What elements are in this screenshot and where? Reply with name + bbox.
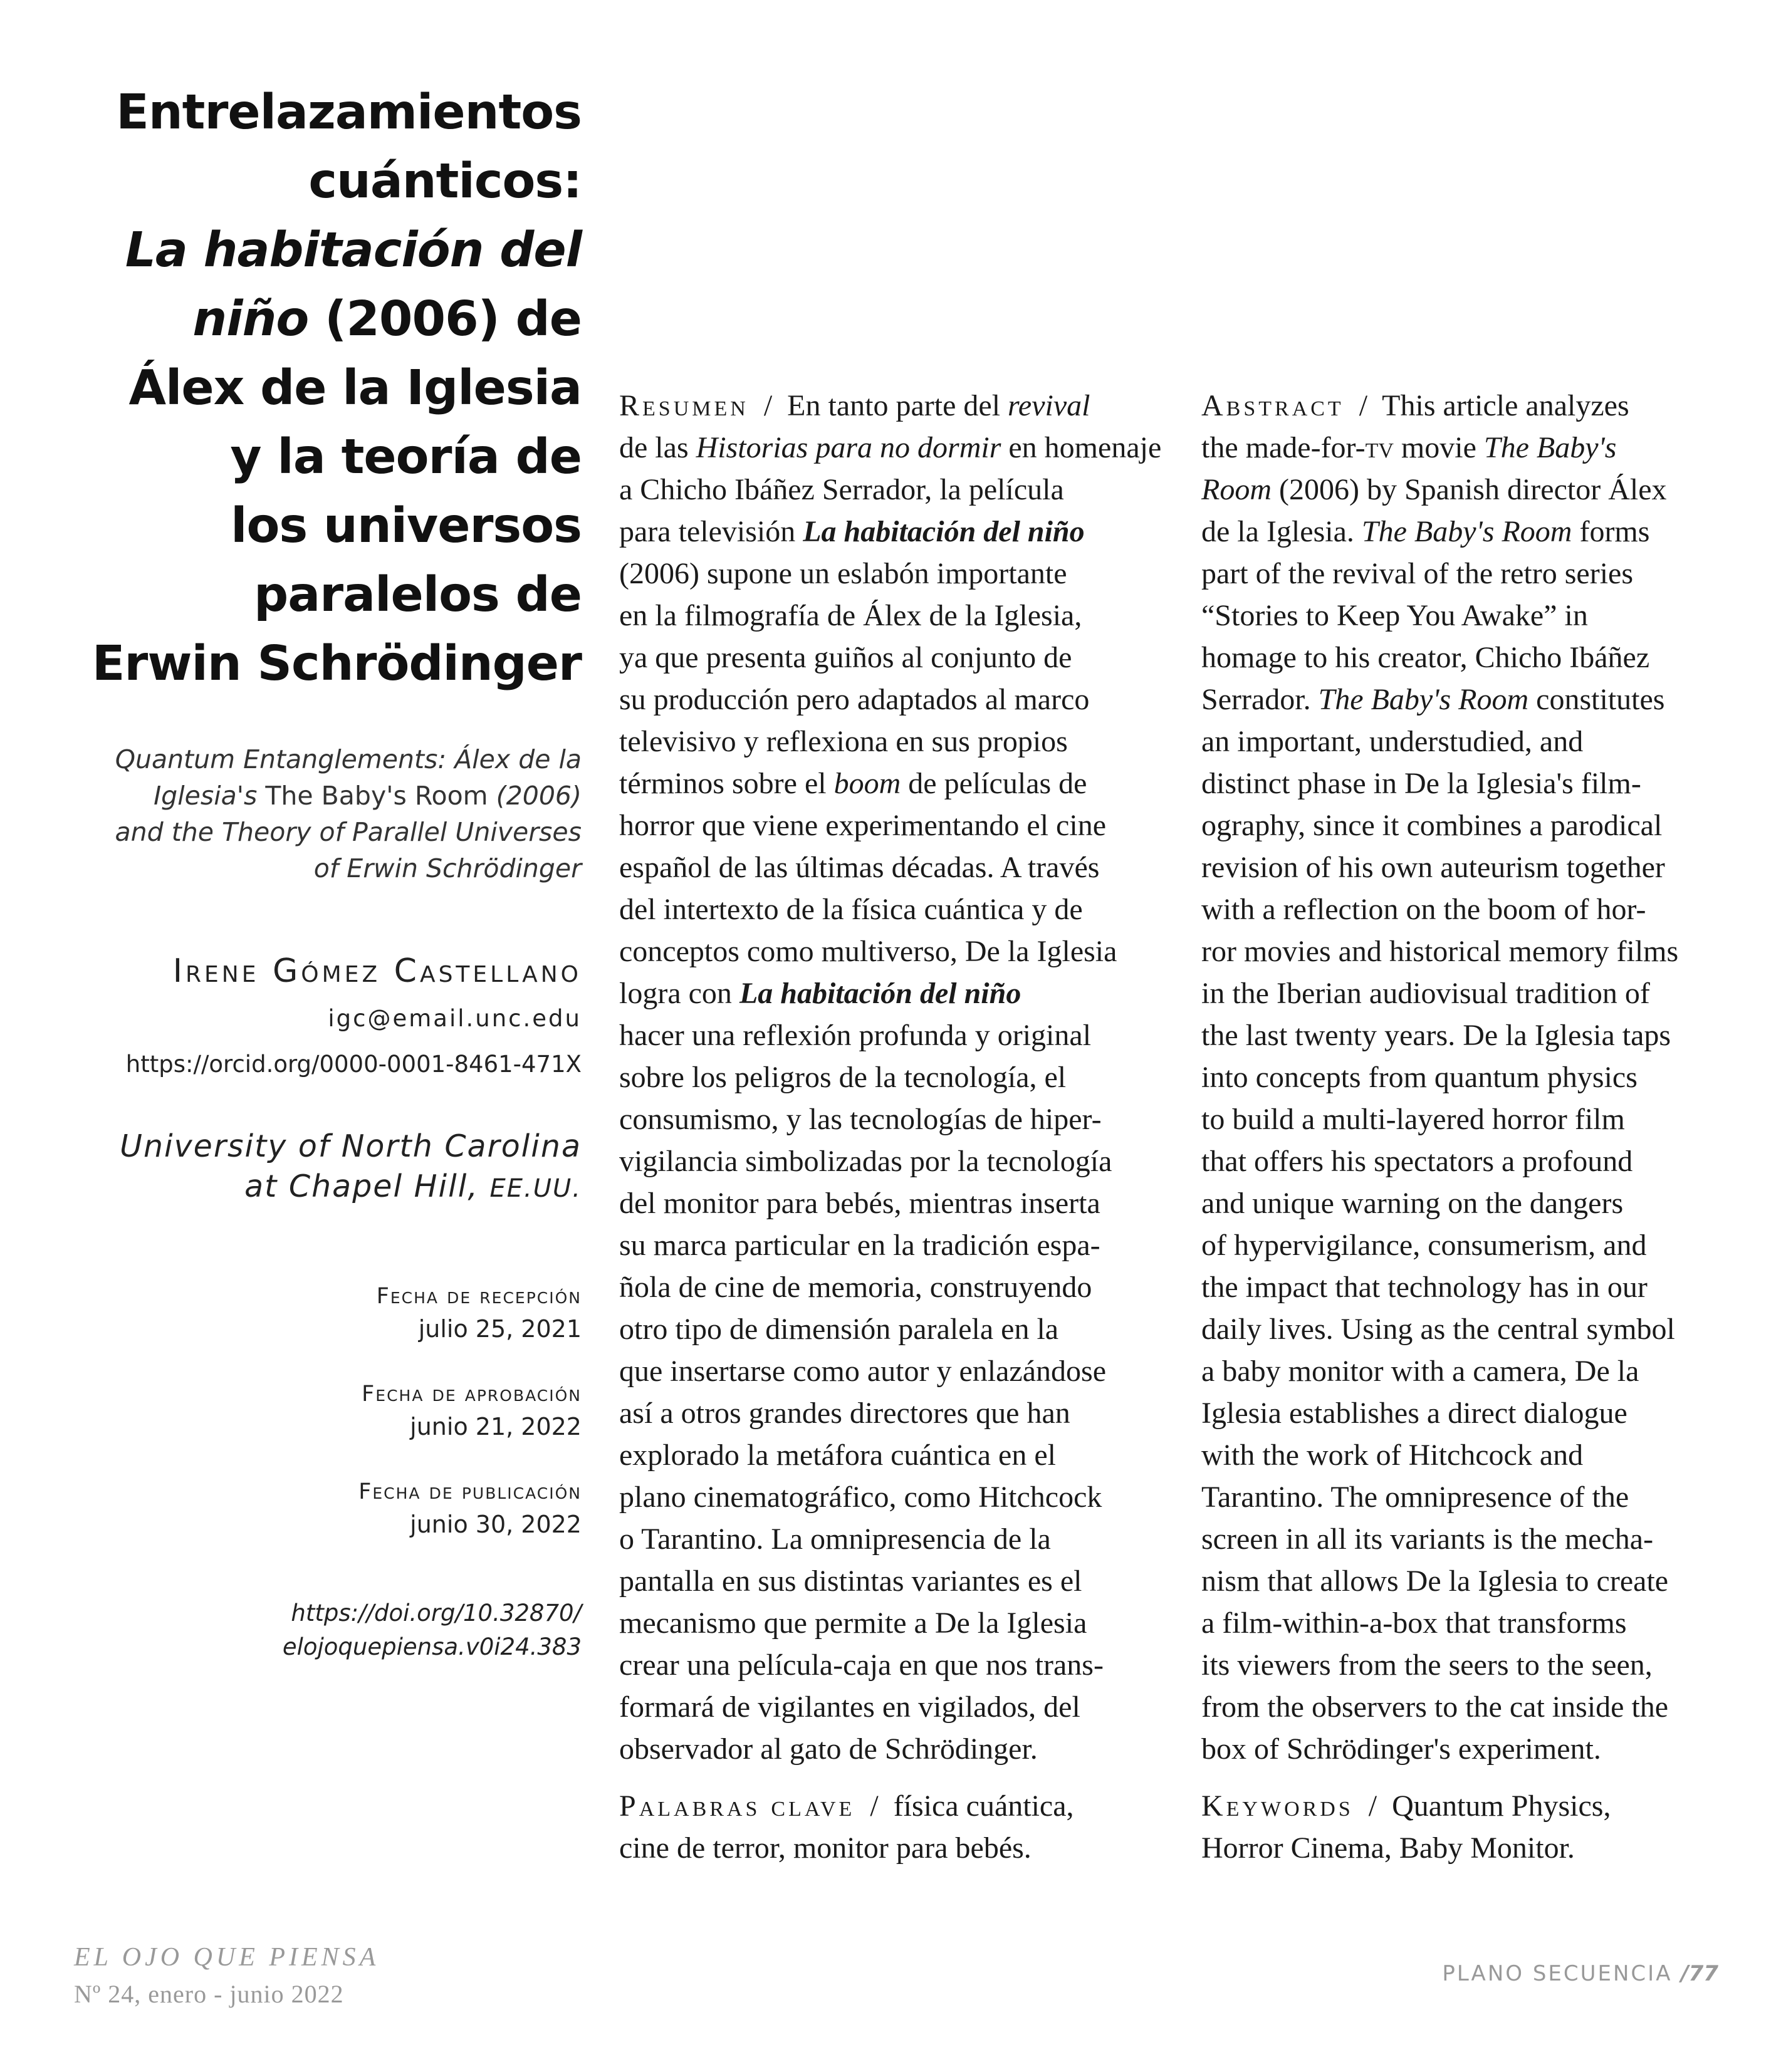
text-line: español de las últimas décadas. A través [619,851,1100,884]
text-line: vigilancia simbolizadas por la tecnología [619,1145,1112,1178]
author-name: Irene Gómez Castellano [172,952,582,990]
text-line: o Tarantino. La omnipresencia de la [619,1523,1051,1556]
text-line: consumismo, y las tecnologías de hiper- [619,1103,1102,1136]
date-value: junio 30, 2022 [410,1511,582,1538]
text-line: Serrador. The Baby's Room constitutes [1201,683,1665,716]
text-line: pantalla en sus distintas variantes es el [619,1564,1082,1598]
text-line: de las Historias para no dormir en homenaje [619,431,1162,464]
article-title [75,78,582,699]
text-line: de la Iglesia. The Baby's Room forms [1201,515,1650,548]
affiliation-country: EE.UU. [489,1174,582,1203]
text-line: crear una película-caja en que nos trans- [619,1648,1104,1682]
title-line: La habitación del [125,222,582,278]
text-line: ror movies and historical memory films [1201,935,1679,968]
date-label: Fecha de aprobación [362,1382,582,1407]
text-line: a Chicho Ibáñez Serrador, la película [619,473,1064,506]
text-line: conceptos como multiverso, De la Iglesia [619,935,1117,968]
resumen-column [619,385,1177,1869]
text-line: mecanismo que permite a De la Iglesia [619,1606,1087,1640]
abstract-column [1201,385,1734,1869]
issue-info: Nº 24, enero - junio 2022 [74,1980,344,2008]
text-line: the impact that technology has in our [1201,1271,1648,1304]
title-line: Erwin Schrödinger [91,636,582,692]
text-line: part of the revival of the retro series [1201,557,1634,590]
footer-journal-info [74,1939,379,2013]
front-matter [75,78,582,1664]
text-line: the made-for-tv movie The Baby's [1201,431,1617,464]
title-year: (2006) de [325,291,582,347]
dates-section [75,1281,582,1541]
doi-link[interactable] [75,1596,582,1664]
orcid-link[interactable]: https://orcid.org/0000-0001-8461-471X [125,1051,582,1078]
subtitle-line: Iglesia's The Baby's Room (2006) [154,781,582,811]
text-line: Horror Cinema, Baby Monitor. [1201,1831,1575,1865]
date-label: Fecha de recepción [376,1284,582,1309]
affiliation-line: at Chapel Hill, EE.UU. [244,1169,582,1204]
keywords-label: Keywords [1201,1789,1354,1823]
text-line: an important, understudied, and [1201,725,1584,758]
title-line: los universos [231,498,582,554]
text-line: términos sobre el boom de películas de [619,767,1087,800]
text-line: into concepts from quantum physics [1201,1061,1638,1094]
doi-line: elojoquepiensa.v0i24.383 [282,1633,582,1660]
text-line: otro tipo de dimensión paralela en la [619,1313,1059,1346]
text-line: Keywords / Quantum Physics, [1201,1789,1611,1823]
text-line: Room (2006) by Spanish director Álex [1201,473,1667,506]
page-number: /77 [1681,1961,1718,1986]
text-line: to build a multi-layered horror film [1201,1103,1625,1136]
text-line: del monitor para bebés, mientras inserta [619,1187,1100,1220]
english-subtitle [75,741,582,887]
text-line: Palabras clave / física cuántica, [619,1789,1074,1823]
text-line: Iglesia establishes a direct dialogue [1201,1397,1627,1430]
date-approved [75,1378,582,1444]
text-line: daily lives. Using as the central symbol [1201,1313,1675,1346]
title-line: y la teoría de [230,429,582,485]
text-line: the last twenty years. De la Iglesia taps [1201,1019,1671,1052]
text-line: formará de vigilantes en vigilados, del [619,1690,1080,1724]
text-line: (2006) supone un eslabón importante [619,557,1067,590]
text-line: Abstract / This article analyzes [1201,389,1629,422]
text-line: nism that allows De la Iglesia to create [1201,1564,1669,1598]
date-value: julio 25, 2021 [418,1315,582,1343]
text-line: así a otros grandes directores que han [619,1397,1070,1430]
text-line: horror que viene experimentando el cine [619,809,1106,842]
resumen-label: Resumen [619,389,749,422]
text-line: observador al gato de Schrödinger. [619,1732,1038,1766]
title-line: Entrelazamientos [116,85,582,140]
text-line: “Stories to Keep You Awake” in [1201,599,1588,632]
text-line: su producción pero adaptados al marco [619,683,1090,716]
affiliation [75,1127,582,1209]
text-line: ography, since it combines a parodical [1201,809,1663,842]
text-line: hacer una reflexión profunda y original [619,1019,1092,1052]
text-line: of hypervigilance, consumerism, and [1201,1229,1647,1262]
text-line: cine de terror, monitor para bebés. [619,1831,1032,1865]
palabras-clave-paragraph [619,1785,1177,1869]
text-line: distinct phase in De la Iglesia's film- [1201,767,1641,800]
affiliation-line: University of North Carolina [120,1128,582,1164]
text-line: su marca particular en la tradición espa- [619,1229,1100,1262]
text-line: ñola de cine de memoria, construyendo [619,1271,1092,1304]
text-line: revision of his own auteurism together [1201,851,1665,884]
text-line: with a reflection on the boom of hor- [1201,893,1646,926]
text-line: plano cinematográfico, como Hitchcock [619,1481,1102,1514]
journal-name: EL OJO QUE PIENSA [74,1943,380,1972]
subtitle-film-title: The Baby's Room [265,781,488,811]
palabras-clave-label: Palabras clave [619,1789,855,1823]
title-line: cuánticos: [308,154,582,209]
text-line: explorado la metáfora cuántica en el [619,1439,1056,1472]
title-line [75,285,582,354]
subtitle-line: and the Theory of Parallel Universes [115,817,582,847]
text-line: with the work of Hitchcock and [1201,1439,1584,1472]
text-line: box of Schrödinger's experiment. [1201,1732,1601,1766]
title-film-word: niño [192,291,309,347]
text-line: para televisión La habitación del niño [619,515,1085,548]
date-published [75,1476,582,1541]
text-line: from the observers to the cat inside the [1201,1690,1669,1724]
footer-section [1442,1961,1718,1986]
title-line: paralelos de [254,567,582,623]
abstract-paragraph [1201,385,1734,1770]
doi-line: https://doi.org/10.32870/ [291,1600,582,1627]
text-line: Tarantino. The omnipresence of the [1201,1481,1629,1514]
title-line: Álex de la Iglesia [128,360,582,416]
section-name: PLANO SECUENCIA [1442,1961,1681,1986]
text-line: ya que presenta guiños al conjunto de [619,641,1072,674]
subtitle-line: of Erwin Schrödinger [313,853,582,883]
date-value: junio 21, 2022 [410,1413,582,1440]
text-line: in the Iberian audiovisual tradition of [1201,977,1650,1010]
abstract-label: Abstract [1201,389,1344,422]
date-label: Fecha de publicación [358,1479,582,1504]
keywords-paragraph [1201,1785,1734,1869]
text-line: and unique warning on the dangers [1201,1187,1624,1220]
resumen-paragraph [619,385,1177,1770]
text-line: a film-within-a-box that transforms [1201,1606,1627,1640]
text-line: screen in all its variants is the mecha- [1201,1523,1654,1556]
author-email-link[interactable]: igc@email.unc.edu [328,1005,582,1032]
text-line: Resumen / En tanto parte del revival [619,389,1090,422]
text-line: que insertarse como autor y enlazándose [619,1355,1107,1388]
text-line: sobre los peligros de la tecnología, el [619,1061,1067,1094]
subtitle-line: Quantum Entanglements: Álex de la [115,744,582,774]
text-line: televisivo y reflexiona en sus propios [619,725,1068,758]
text-line: logra con La habitación del niño [619,977,1021,1010]
text-line: en la filmografía de Álex de la Iglesia, [619,599,1082,632]
text-line: its viewers from the seers to the seen, [1201,1648,1653,1682]
text-line: del intertexto de la física cuántica y de [619,893,1083,926]
text-line: that offers his spectators a profound [1201,1145,1633,1178]
text-line: a baby monitor with a camera, De la [1201,1355,1639,1388]
text-line: homage to his creator, Chicho Ibáñez [1201,641,1650,674]
date-received [75,1281,582,1346]
